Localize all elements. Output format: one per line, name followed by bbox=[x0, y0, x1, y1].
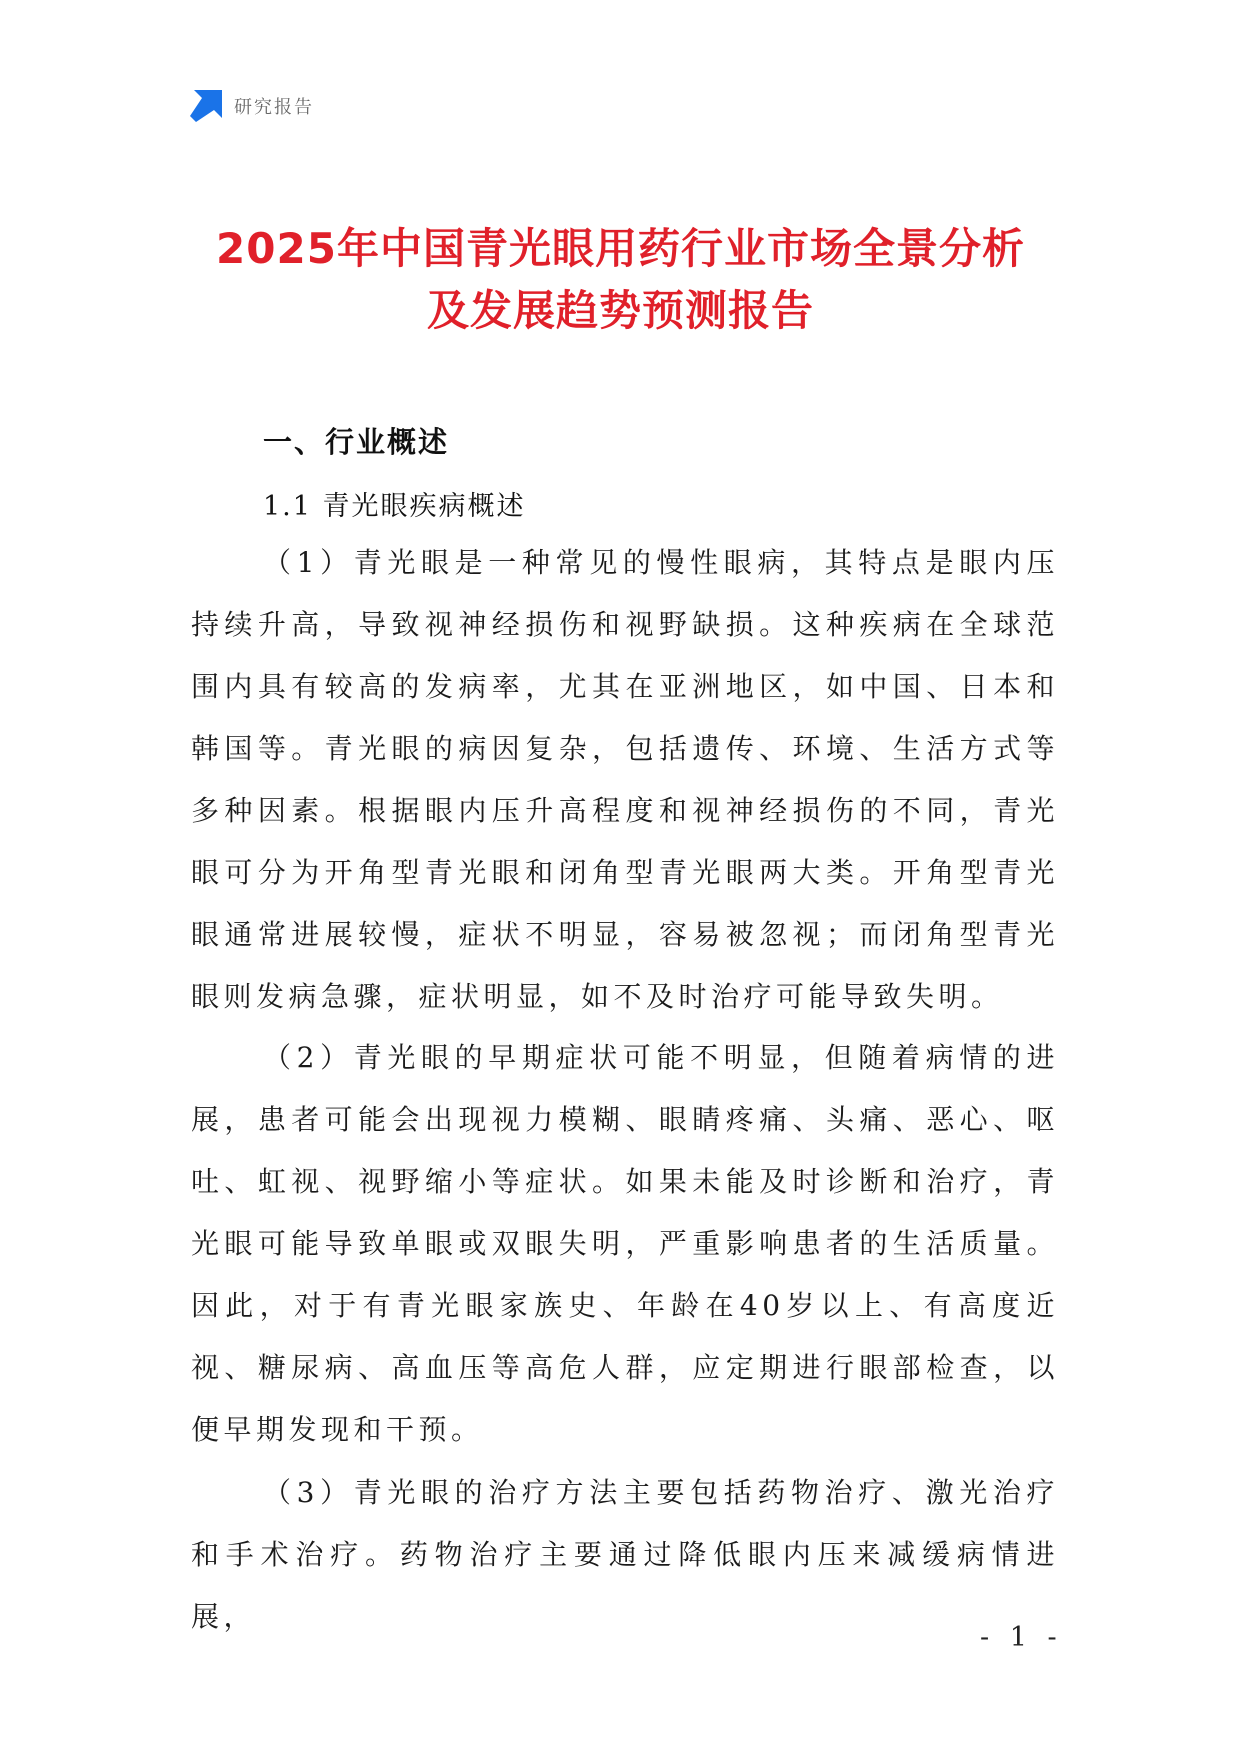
page-header bbox=[190, 88, 314, 124]
arrow-up-right-icon bbox=[190, 90, 222, 122]
document-title-line-2: 及发展趋势预测报告 bbox=[426, 286, 814, 335]
paragraph-1: （1）青光眼是一种常见的慢性眼病，其特点是眼内压持续升高，导致视神经损伤和视野缺损。这种疾病在全球范围内具有较高的发病率，尤其在亚洲地区，如中国、日本和韩国等。青光眼的病因复杂，包括遗传、环境、生活方式等多种因素。根据眼内压升高程度和视神经损伤的不同，青光眼可分为开角型青光眼和闭角型青光眼两大类。开角型青光眼通常进展较慢，症状不明显，容易被忽视；而闭角型青光眼则发病急骤，症状明显，如不及时治疗可能导致失明。 bbox=[191, 546, 1059, 1013]
page-number: - 1 - bbox=[980, 1622, 1063, 1653]
document-title-line-1: 2025年中国青光眼用药行业市场全景分析 bbox=[216, 224, 1025, 273]
subsection-heading: 1.1 青光眼疾病概述 bbox=[263, 491, 526, 522]
paragraph-2: （2）青光眼的早期症状可能不明显，但随着病情的进展，患者可能会出现视力模糊、眼睛疼痛、头痛、恶心、呕吐、虹视、视野缩小等症状。如果未能及时诊断和治疗，青光眼可能导致单眼或双眼失明，严重影响患者的生活质量。因此，对于有青光眼家族史、年龄在40岁以上、有高度近视、糖尿病、高血压等高危人群，应定期进行眼部检查，以便早期发现和干预。 bbox=[191, 1041, 1059, 1446]
document-title bbox=[150, 218, 1091, 342]
paragraph-3: （3）青光眼的治疗方法主要包括药物治疗、激光治疗和手术治疗。药物治疗主要通过降低眼内压来减缓病情进展， bbox=[191, 1476, 1059, 1633]
section-heading: 一、行业概述 bbox=[263, 425, 450, 459]
header-label: 研究报告 bbox=[234, 97, 314, 118]
